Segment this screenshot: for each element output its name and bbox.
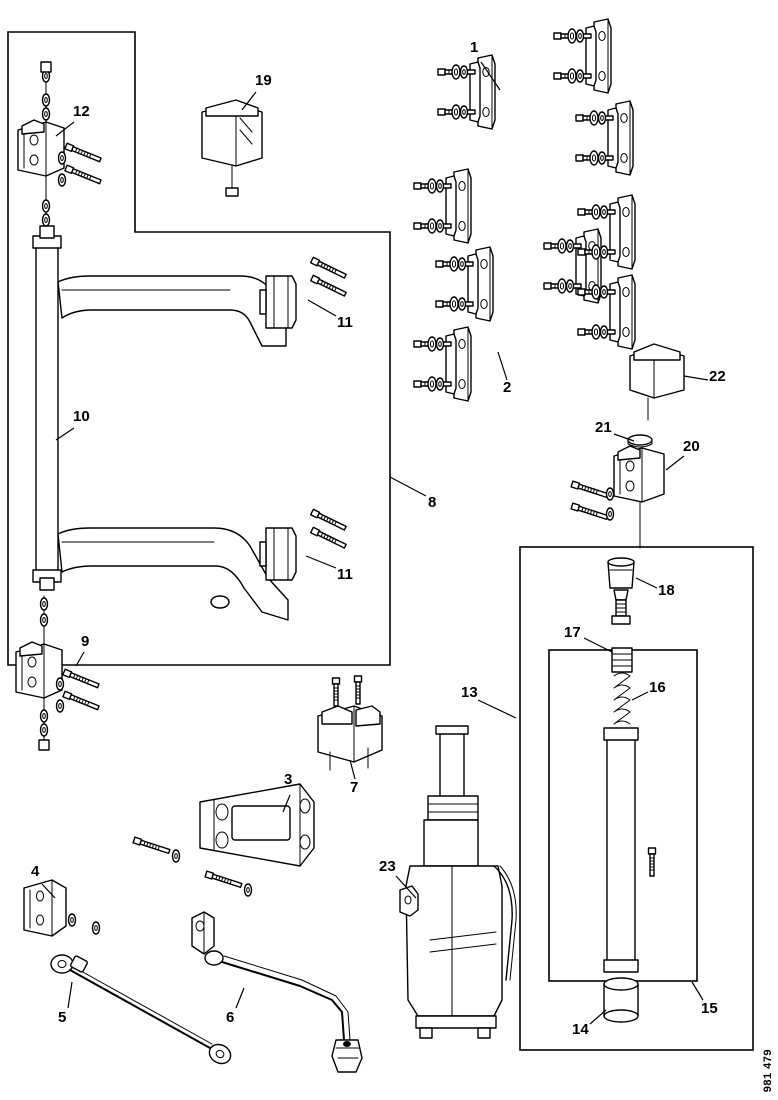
callout-14: 14 [572, 1021, 589, 1038]
callout-8: 8 [428, 494, 437, 511]
pump-motor-assembly-23 [400, 726, 516, 1038]
trim-cylinder-assembly [604, 558, 656, 1022]
trim-cylinder-box [520, 547, 753, 1050]
callout-13: 13 [461, 684, 478, 701]
cover-cap-19 [202, 100, 262, 196]
relay-block-7 [318, 676, 382, 770]
callout-3: 3 [284, 771, 293, 788]
callout-2: 2 [503, 379, 512, 396]
cover-cap-22 [630, 344, 684, 420]
upper-clamp-bracket-12 [18, 120, 64, 176]
callout-11-lower: 11 [337, 566, 353, 583]
callout-22: 22 [709, 368, 726, 385]
callout-15: 15 [701, 1000, 718, 1017]
upper-mount-bracket-20 [571, 446, 664, 548]
callout-23: 23 [379, 858, 396, 875]
callout-21: 21 [595, 419, 612, 436]
callout-7: 7 [350, 779, 359, 796]
callout-17: 17 [564, 624, 581, 641]
anode-plate-clusters [414, 19, 635, 401]
callout-16: 16 [649, 679, 666, 696]
callout-20: 20 [683, 438, 700, 455]
callout-1: 1 [470, 39, 479, 56]
callout-9: 9 [81, 633, 90, 650]
callout-4: 4 [31, 863, 40, 880]
transom-plate-3 [133, 784, 314, 896]
callout-6: 6 [226, 1009, 235, 1026]
callout-18: 18 [658, 582, 675, 599]
bracket-4 [24, 880, 100, 936]
callout-10: 10 [73, 408, 90, 425]
seal-ring-21 [628, 435, 652, 447]
lower-clamp-bracket-9 [16, 642, 62, 698]
tilt-rod-5 [51, 955, 234, 1067]
callout-11-upper: 11 [337, 314, 353, 331]
callout-5: 5 [58, 1009, 67, 1026]
callout-19: 19 [255, 72, 272, 89]
callout-12: 12 [73, 103, 90, 120]
tilt-tube-assembly [16, 62, 347, 750]
figure-reference-code: 981 479 [762, 1048, 774, 1092]
